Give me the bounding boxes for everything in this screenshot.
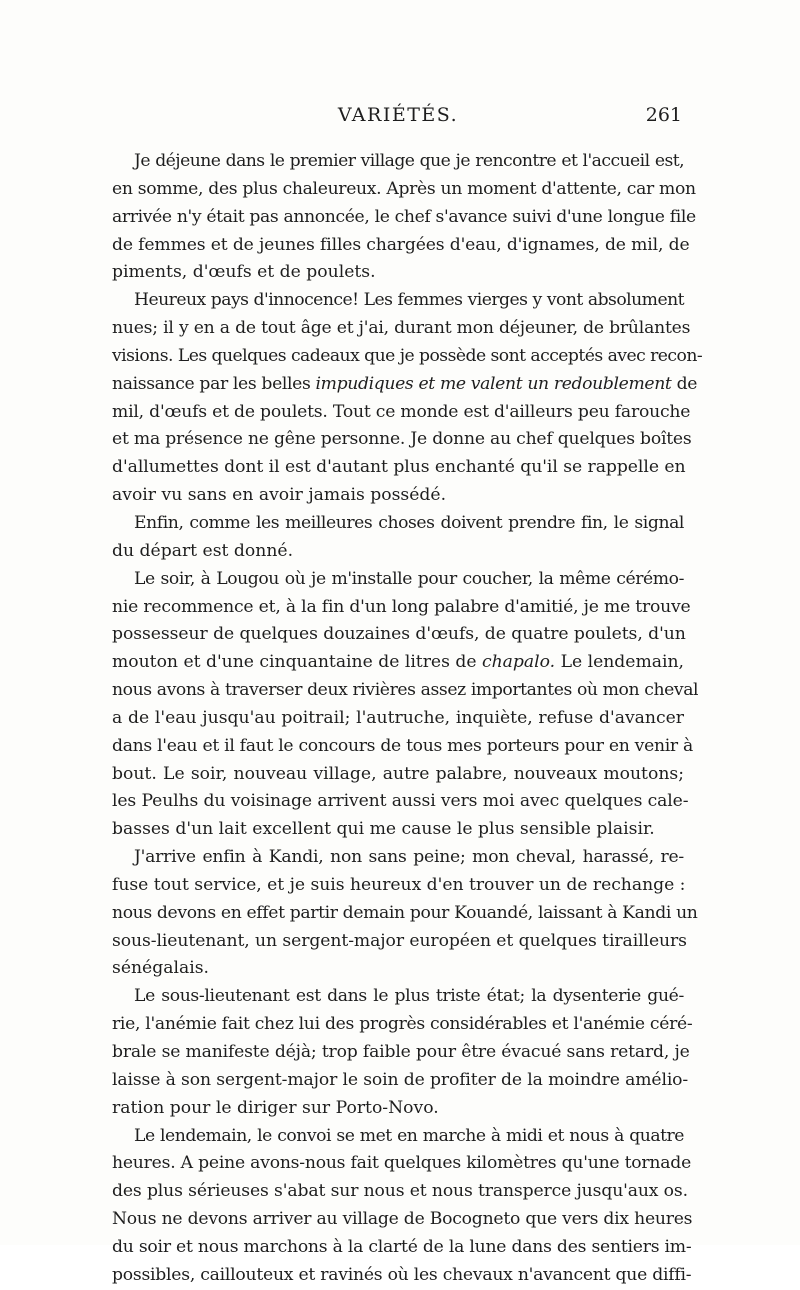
text-run: mil, d'œufs et de poulets. Tout ce monde est d'ailleurs peu farouche bbox=[112, 401, 691, 422]
text-run: sous-lieutenant, un sergent-major européen et quelques tirailleurs bbox=[112, 930, 687, 951]
text-run: Le lendemain, bbox=[560, 652, 684, 673]
text-line bbox=[112, 315, 691, 343]
text-line bbox=[112, 399, 691, 427]
paragraph bbox=[112, 566, 699, 844]
text-line bbox=[112, 259, 684, 287]
text-run: de bbox=[676, 373, 698, 394]
page-number: 261 bbox=[645, 104, 682, 126]
text-run: ration pour le diriger sur Porto-Novo. bbox=[112, 1097, 439, 1118]
text-run: visions. Les quelques cadeaux que je possède sont acceptés avec recon- bbox=[112, 345, 703, 366]
text-run: dans l'eau et il faut le concours de tous mes porteurs pour en venir à bbox=[112, 735, 693, 756]
text-run: a de l'eau jusqu'au poitrail; l'autruche, inquiète, refuse d'avancer bbox=[112, 707, 684, 728]
italic-run: chapalo. bbox=[481, 652, 556, 673]
text-line bbox=[112, 1206, 693, 1234]
text-line bbox=[112, 287, 684, 315]
text-run: nues; il y en a de tout âge et j'ai, durant mon déjeuner, de brûlantes bbox=[112, 318, 691, 339]
text-line bbox=[112, 733, 693, 761]
text-line bbox=[112, 1067, 689, 1095]
running-head bbox=[112, 104, 684, 134]
text-line bbox=[112, 566, 684, 594]
text-line bbox=[112, 1011, 693, 1039]
text-line bbox=[112, 343, 703, 371]
text-run: Nous ne devons arriver au village de Bocogneto que vers dix heures bbox=[112, 1209, 693, 1230]
text-line bbox=[112, 1234, 692, 1262]
text-run: de femmes et de jeunes filles chargées d'eau, d'ignames, de mil, de bbox=[112, 234, 690, 255]
text-run: heures. A peine avons-nous fait quelques kilomètres qu'une tornade bbox=[112, 1153, 692, 1174]
text-run: possesseur de quelques douzaines d'œufs, de quatre poulets, d'un bbox=[112, 624, 686, 645]
text-line bbox=[112, 677, 699, 705]
text-run: Le soir, à Lougou où je m'installe pour coucher, la même cérémo- bbox=[134, 568, 684, 589]
text-line bbox=[112, 955, 684, 983]
paragraph bbox=[112, 983, 693, 1122]
text-run: Enfin, comme les meilleures choses doivent prendre fin, le signal bbox=[134, 512, 684, 533]
text-run: laisse à son sergent-major le soin de profiter de la moindre amélio- bbox=[112, 1069, 689, 1090]
text-run: du départ est donné. bbox=[112, 540, 294, 561]
text-run: en somme, des plus chaleureux. Après un moment d'attente, car mon bbox=[112, 178, 696, 199]
text-run: nous devons en effet partir demain pour Kouandé, laissant à Kandi un bbox=[112, 902, 698, 923]
body-text bbox=[112, 148, 703, 1290]
text-line bbox=[112, 1123, 684, 1151]
text-line bbox=[112, 148, 684, 176]
paragraph bbox=[112, 510, 684, 566]
text-run: nie recommence et, à la fin d'un long palabre d'amitié, je me trouve bbox=[112, 596, 691, 617]
text-run: et ma présence ne gêne personne. Je donne au chef quelques boîtes bbox=[112, 429, 692, 450]
text-line bbox=[112, 872, 684, 900]
text-run: Heureux pays d'innocence! Les femmes vierges y vont absolument bbox=[134, 290, 684, 311]
text-run: basses d'un lait excellent qui me cause le plus sensible plaisir. bbox=[112, 819, 655, 840]
text-run: avoir vu sans en avoir jamais possédé. bbox=[112, 485, 447, 506]
paragraph bbox=[112, 148, 696, 287]
text-line bbox=[112, 426, 692, 454]
text-line bbox=[112, 621, 684, 649]
text-run: sénégalais. bbox=[112, 958, 210, 979]
text-run: Je déjeune dans le premier village que je rencontre et l'accueil est, bbox=[134, 151, 684, 171]
text-line bbox=[112, 816, 684, 844]
italic-run: impudiques et me valent un redoublement bbox=[315, 373, 672, 394]
text-run: piments, d'œufs et de poulets. bbox=[112, 262, 376, 283]
text-run: Le sous-lieutenant est dans le plus triste état; la dysenterie gué- bbox=[134, 986, 684, 1007]
text-line bbox=[112, 983, 684, 1011]
text-run: bout. Le soir, nouveau village, autre palabre, nouveaux moutons; bbox=[112, 763, 684, 784]
text-line bbox=[112, 204, 696, 232]
text-line bbox=[112, 1150, 692, 1178]
text-line bbox=[112, 1095, 684, 1123]
text-run: naissance par les belles bbox=[112, 373, 311, 394]
text-line bbox=[112, 761, 684, 789]
text-run: arrivée n'y était pas annoncée, le chef s'avance suivi d'une longue file bbox=[112, 206, 696, 227]
text-line bbox=[112, 510, 684, 538]
text-line bbox=[112, 594, 691, 622]
text-run: fuse tout service, et je suis heureux d'en trouver un de rechange : bbox=[112, 874, 686, 895]
text-run: J'arrive enfin à Kandi, non sans peine; mon cheval, harassé, re- bbox=[134, 847, 684, 868]
running-title: VARIÉTÉS. bbox=[337, 104, 459, 126]
text-line bbox=[112, 176, 696, 204]
text-line bbox=[112, 649, 684, 677]
text-line bbox=[112, 1262, 692, 1290]
text-line bbox=[112, 705, 684, 733]
text-run: nous avons à traverser deux rivières assez importantes où mon cheval bbox=[112, 680, 699, 701]
text-line bbox=[112, 482, 684, 510]
text-line bbox=[112, 900, 698, 928]
text-run: les Peulhs du voisinage arrivent aussi vers moi avec quelques cale- bbox=[112, 791, 689, 812]
text-line bbox=[112, 844, 684, 872]
text-line bbox=[112, 1178, 688, 1206]
text-line bbox=[112, 788, 689, 816]
text-run: d'allumettes dont il est d'autant plus enchanté qu'il se rappelle en bbox=[112, 457, 686, 478]
text-line bbox=[112, 232, 690, 260]
text-run: des plus sérieuses s'abat sur nous et nous transperce jusqu'aux os. bbox=[112, 1181, 688, 1202]
paragraph bbox=[112, 844, 698, 983]
text-run: brale se manifeste déjà; trop faible pour être évacué sans retard, je bbox=[112, 1042, 690, 1062]
text-run: possibles, caillouteux et ravinés où les chevaux n'avancent que diffi- bbox=[112, 1264, 692, 1285]
text-run: rie, l'anémie fait chez lui des progrès considérables et l'anémie céré- bbox=[112, 1014, 693, 1035]
paragraph bbox=[112, 1123, 693, 1290]
paragraph bbox=[112, 287, 703, 510]
text-run: Le lendemain, le convoi se met en marche à midi et nous à quatre bbox=[134, 1125, 684, 1146]
text-line bbox=[112, 1039, 690, 1067]
text-run: du soir et nous marchons à la clarté de la lune dans des sentiers im- bbox=[112, 1236, 692, 1257]
text-line bbox=[112, 928, 687, 956]
text-run: mouton et d'une cinquantaine de litres de bbox=[112, 652, 477, 673]
text-line bbox=[112, 371, 698, 399]
text-line bbox=[112, 538, 684, 566]
text-line bbox=[112, 454, 684, 482]
